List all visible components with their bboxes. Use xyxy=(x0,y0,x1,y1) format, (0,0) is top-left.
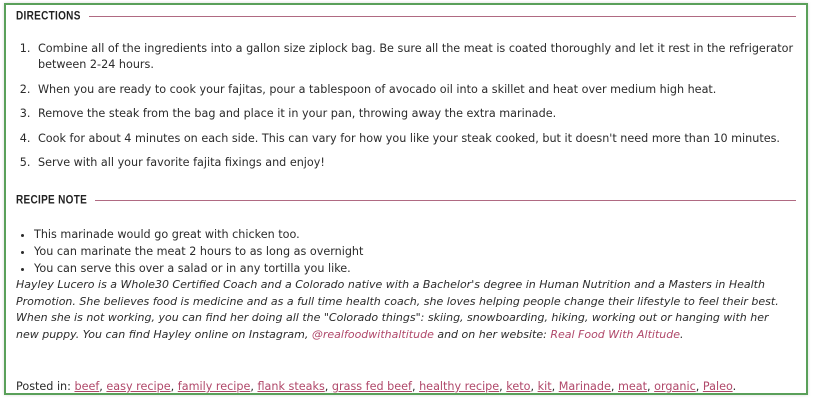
author-bio xyxy=(16,277,794,343)
posted-in: Posted in: beef, easy recipe, family recipe, flank steaks, grass fed beef, healthy recipe, keto, kit, Marinade, meat, organic, Paleo. xyxy=(16,380,737,393)
bio-text-end: . xyxy=(679,327,684,341)
bio-text: Hayley Lucero is a Whole30 Certified Coach and a Colorado native with a Bachelor's degree in Human Nutrition and a Masters in Health Promotion. She believes food is medicine and as a full time health coach, she loves helping people change their lifestyle to feel their best. When she is not working, you can find her doing all the "Colorado things": skiing, snowboarding, hiking, working out or hanging with her new puppy. You can find Hayley online on Instagram, xyxy=(16,278,779,341)
posted-in-end: . xyxy=(732,380,737,393)
direction-step: 2. When you are ready to cook your fajitas, pour a tablespoon of avocado oil into a skillet and heat over medium high heat. xyxy=(34,82,794,98)
tag-link[interactable]: Paleo xyxy=(702,380,733,393)
bio-text-middle: and on her website: xyxy=(433,327,551,341)
recipe-note-rule xyxy=(95,200,796,201)
directions-rule xyxy=(89,16,796,17)
direction-step: 3. Remove the steak from the bag and place it in your pan, throwing away the extra marinade. xyxy=(34,106,794,122)
direction-step: 1. Combine all of the ingredients into a gallon size ziplock bag. Be sure all the meat is coated thoroughly and let it rest in the refrigerator between 2-24 hours. xyxy=(34,41,794,73)
directions-list xyxy=(16,41,794,180)
tag-link[interactable]: keto xyxy=(506,380,531,393)
recipe-note-item: • You can serve this over a salad or in any tortilla you like. xyxy=(34,260,794,277)
instagram-link[interactable]: @realfoodwithaltitude xyxy=(311,327,434,341)
directions-header xyxy=(16,11,796,22)
tag-link[interactable]: meat xyxy=(618,380,648,393)
tag-link[interactable]: easy recipe xyxy=(106,380,171,393)
tag-link[interactable]: healthy recipe xyxy=(419,380,500,393)
tag-link[interactable]: kit xyxy=(537,380,552,393)
recipe-note-title: RECIPE NOTE xyxy=(16,194,88,207)
tag-link[interactable]: beef xyxy=(74,380,100,393)
direction-step: 4. Cook for about 4 minutes on each side. This can vary for how you like your steak cooked, but it doesn't need more than 10 minutes. xyxy=(34,131,794,147)
tag-link[interactable]: grass fed beef xyxy=(331,380,412,393)
tag-link[interactable]: organic xyxy=(654,380,696,393)
directions-title: DIRECTIONS xyxy=(16,10,81,23)
website-link[interactable]: Real Food With Altitude xyxy=(550,327,680,341)
posted-in-label: Posted in: xyxy=(16,380,75,393)
recipe-note-item: • This marinade would go great with chicken too. xyxy=(34,226,794,243)
recipe-note-header xyxy=(16,195,796,206)
direction-step: 5. Serve with all your favorite fajita fixings and enjoy! xyxy=(34,155,794,171)
tag-link[interactable]: family recipe xyxy=(177,380,251,393)
tag-link[interactable]: Marinade xyxy=(558,380,611,393)
recipe-card xyxy=(4,3,808,395)
recipe-note-item: • You can marinate the meat 2 hours to as long as overnight xyxy=(34,243,794,260)
recipe-note-list xyxy=(16,226,794,277)
tag-link[interactable]: flank steaks xyxy=(257,380,325,393)
